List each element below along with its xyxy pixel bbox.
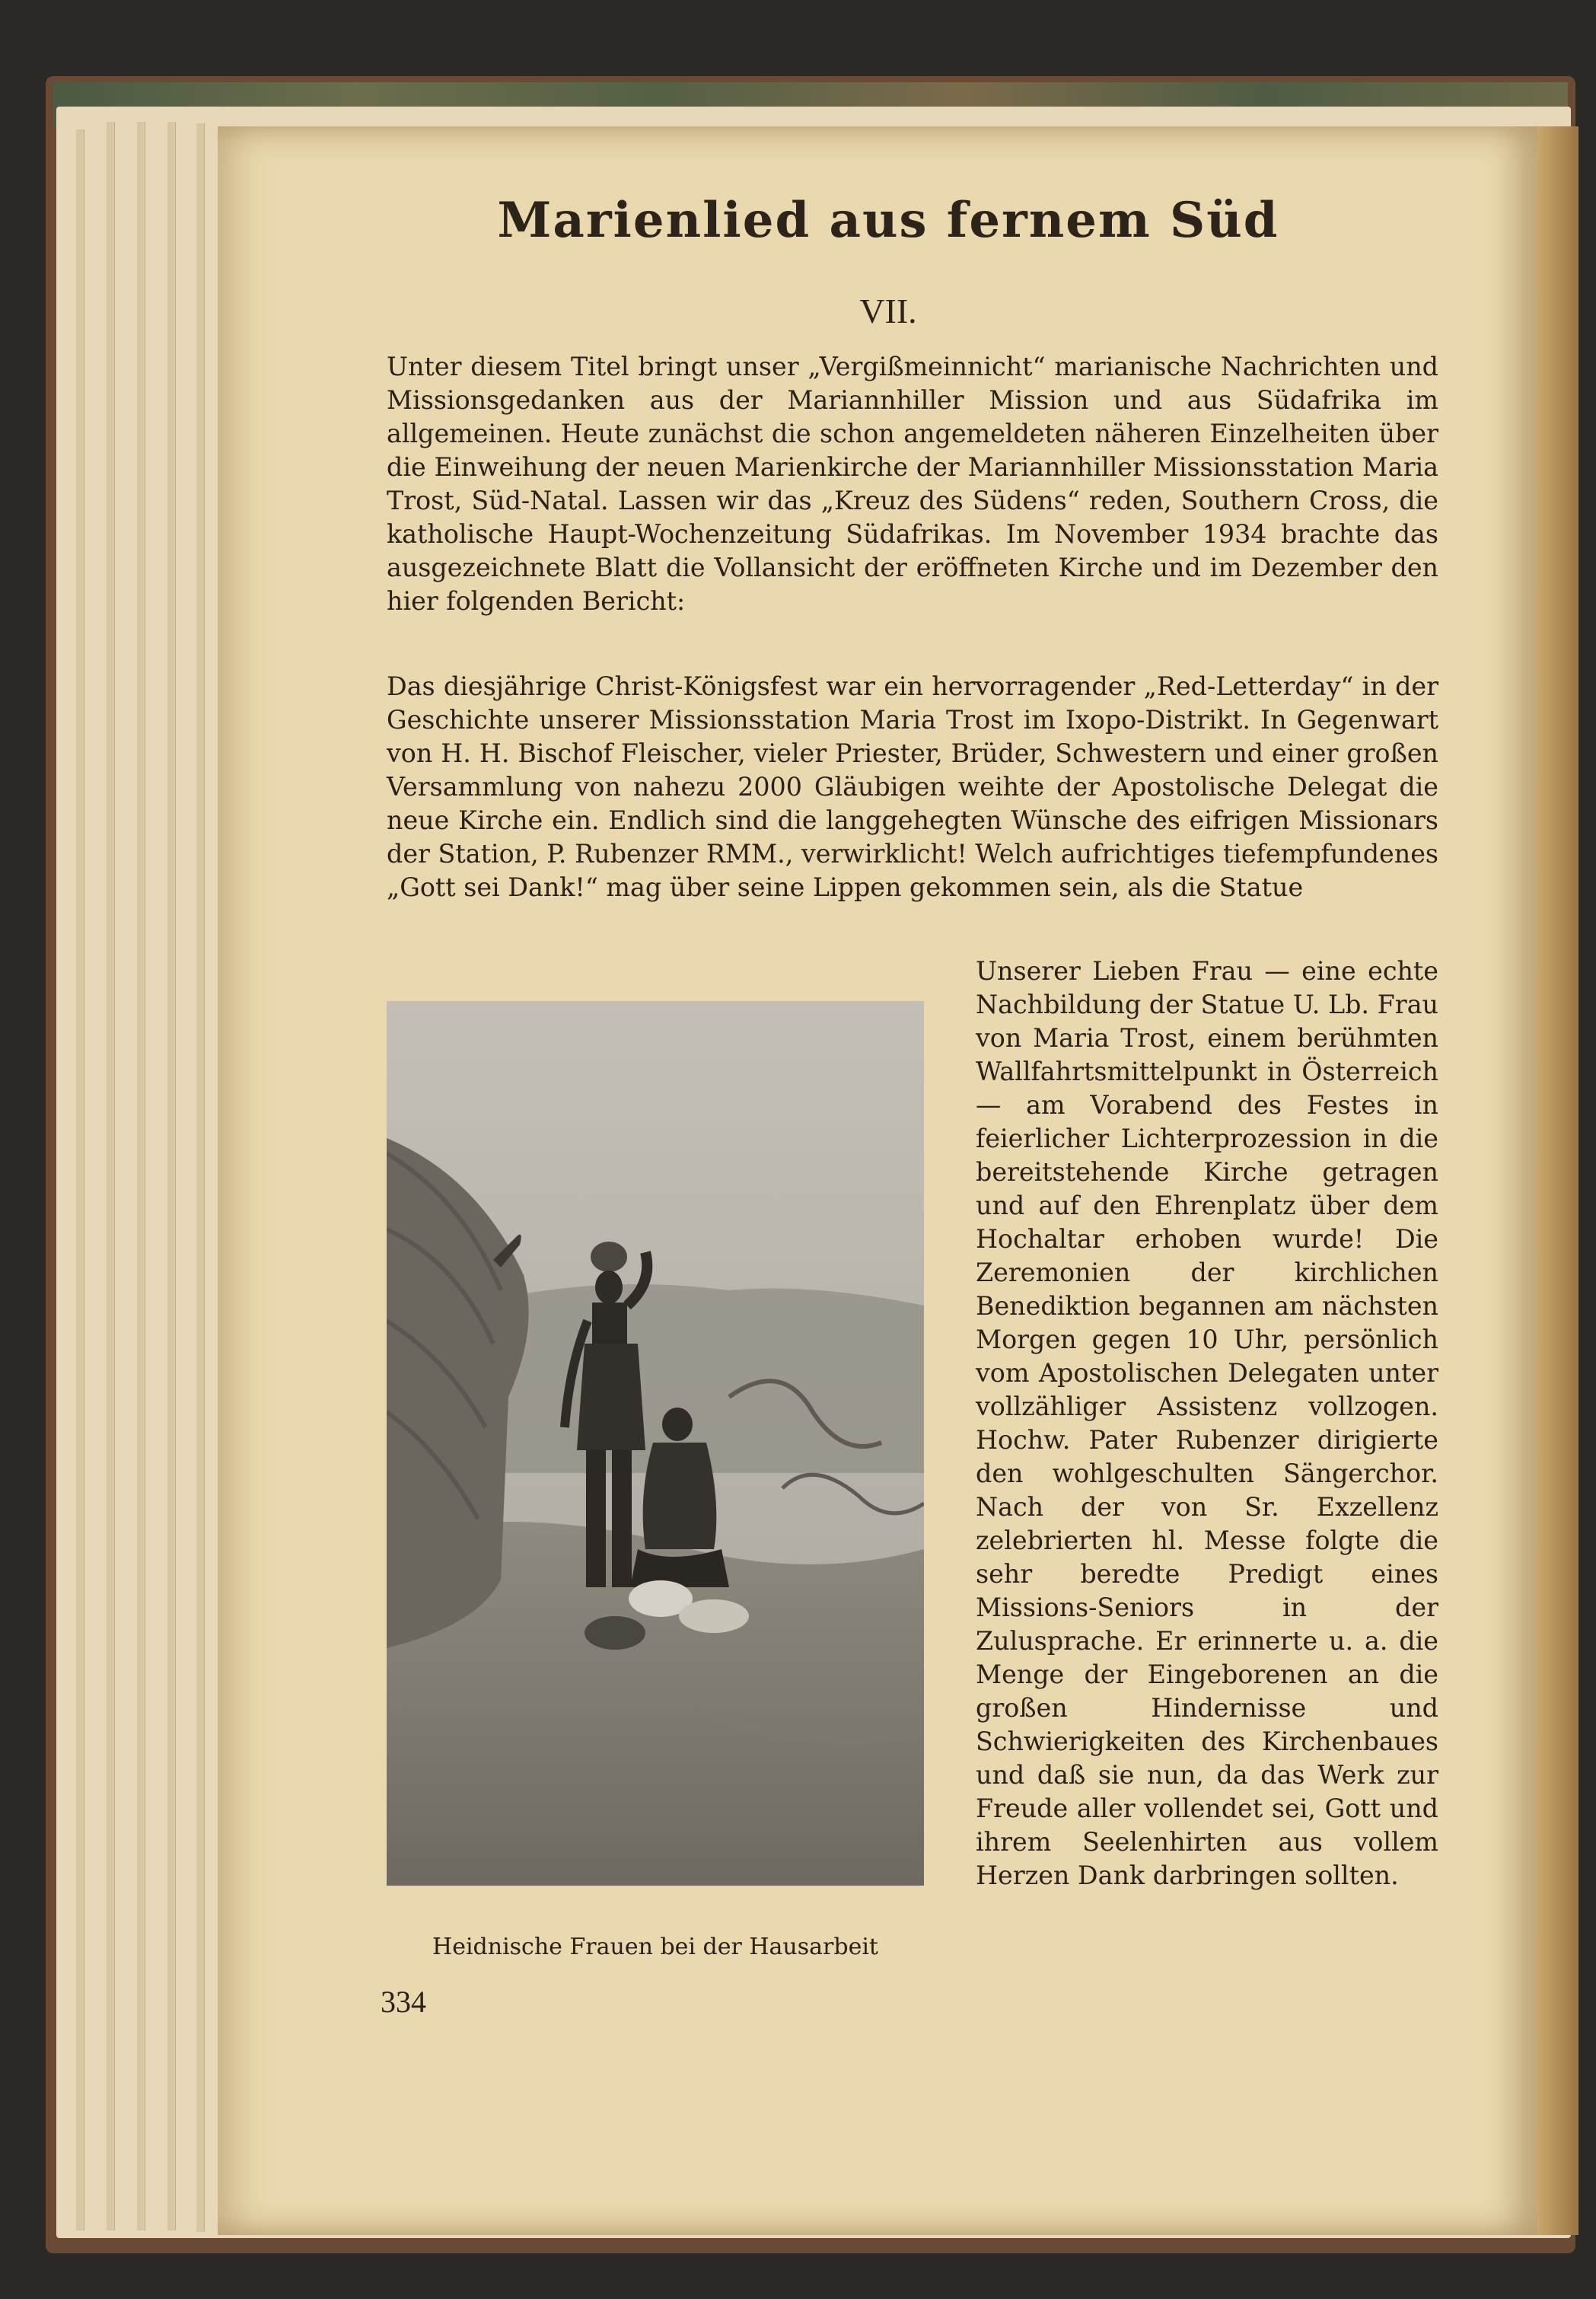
photograph xyxy=(387,1001,924,1886)
page-edge xyxy=(167,122,176,2230)
column-paragraph: Unserer Lieben Frau — eine echte Nachbildung der Statue U. Lb. Frau von Maria Trost, einem berühmten Wallfahrtsmittelpunkt in Österreich — am Vorabend des Festes in feierlicher Lichterprozession in die bereitstehende Kirche getragen und auf den Ehrenplatz über dem Hochaltar erhoben wurde! Die Zeremonien der kirchlichen Benediktion begannen am nächsten Morgen gegen 10 Uhr, persönlich vom Apostolischen Delegaten unter vollzähliger Assistenz vollzogen. Hochw. Pater Rubenzer dirigierte den wohlgeschulten Sängerchor. Nach der von Sr. Exzellenz zelebrierten hl. Messe folgte die sehr beredte Predigt eines Missions-Seniors in der Zulusprache. Er erinnerte u. a. die Menge der Eingeborenen an die großen Hindernisse und Schwierigkeiten des Kirchenbaues und daß sie nun, da das Werk zur Freude aller vollendet sei, Gott und ihrem Seelenhirten aus vollem Herzen Dank darbringen sollten. xyxy=(976,956,1438,1890)
body-paragraph: Das diesjährige Christ-Königsfest war ein hervorragender „Red-Letterday“ in der Geschichte unserer Missionsstation Maria Trost im Ixopo-Distrikt. In Gegenwart von H. H. Bischof Fleischer, vieler Priester, Brüder, Schwestern und einer großen Versammlung von nahezu 2000 Gläubigen weihte der Apostolische Delegat die neue Kirche ein. Endlich sind die langgehegten Wünsche des eifrigen Missionars der Station, P. Rubenzer RMM., verwirklicht! Welch aufrichtiges tiefempfundenes „Gott sei Dank!“ mag über seine Lippen gekommen sein, als die Statue xyxy=(387,671,1438,902)
photo-caption: Heidnische Frauen bei der Hausarbeit xyxy=(432,1934,878,1960)
photo-illustration xyxy=(387,1001,924,1886)
page-edge xyxy=(107,122,115,2230)
page-gutter xyxy=(1537,126,1578,2235)
page-number: 334 xyxy=(381,1985,426,2019)
section-number: VII. xyxy=(859,292,917,330)
page-edge xyxy=(137,122,145,2230)
intro-paragraph: Unter diesem Titel bringt unser „Vergißmeinnicht“ marianische Nachrichten und Missionsgedanken aus der Mariannhiller Mission und aus Südafrika im allgemeinen. Heute zunächst die schon angemeldeten näheren Einzelheiten über die Einweihung der neuen Marienkirche der Mariannhiller Missionsstation Maria Trost, Süd-Natal. Lassen wir das „Kreuz des Südens“ reden, Southern Cross, die katholische Haupt-Wochenzeitung Südafrikas. Im November 1934 brachte das ausgezeichnete Blatt die Vollansicht der eröffneten Kirche und im Dezember den hier folgenden Bericht: xyxy=(387,352,1438,616)
page-edge xyxy=(196,123,205,2232)
page-title: Marienlied aus fernem Süd xyxy=(497,192,1279,249)
page-edge xyxy=(76,129,84,2230)
